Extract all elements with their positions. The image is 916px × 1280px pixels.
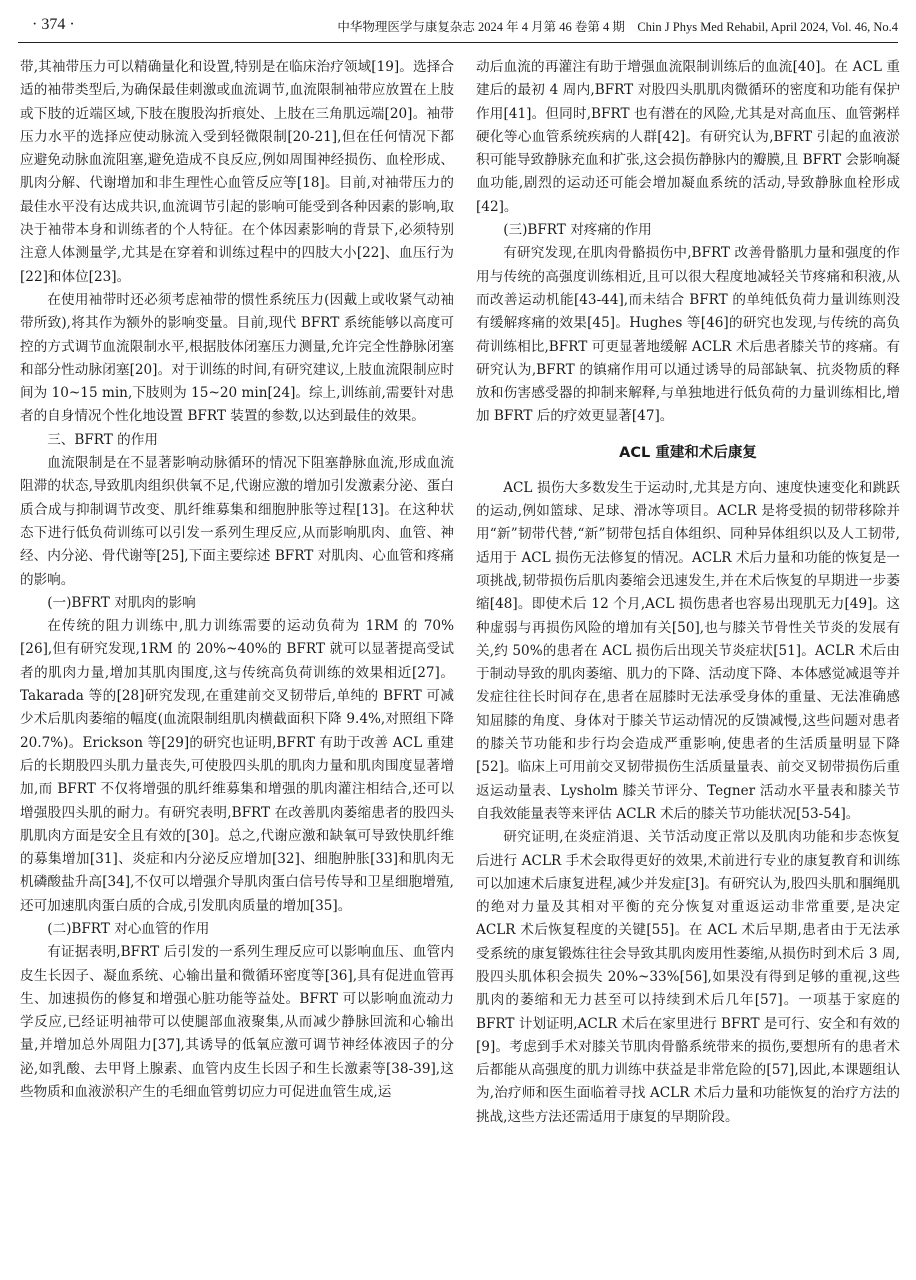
paragraph: 研究证明,在炎症消退、关节活动度正常以及肌肉功能和步态恢复后进行 ACLR 手术会取得更好的效果,术前进行专业的康复教育和训练可以加速术后康复进程,减少并发症[3]。有研究认为,股四头肌和腘绳肌的绝对力量及其相对平衡的充分恢复对重返运动非常重要,是决定 ACLR 术后恢复程度的关键[55]。在 ACL 术后早期,患者由于无法承受系统的康复锻炼往往会导致其肌肉废用性萎缩,从损伤时到术后 3 周,股四头肌体积会损失 20%~33%[56],如果没有得到足够的重视,这些肌肉的萎缩和无力甚至可以持续到术后几年[57]。一项基于家庭的 BFRT 计划证明,ACLR 术后在家里进行 BFRT 是可行、安全和有效的[9]。考虑到手术对膝关节肌肉骨骼系统带来的损伤,要想所有的患者术后都能从高强度的肌力训练中获益是非常危险的[57],因此,本课题组认为,治疗师和医生面临着寻找 ACLR 术后力量和功能恢复的治疗方法的挑战,这些方法还需适用于康复的早期阶段。 bbox=[476, 829, 900, 1125]
paragraph: 有研究发现,在肌肉骨骼损伤中,BFRT 改善骨骼肌力量和强度的作用与传统的高强度训练相近,且可以很大程度地减轻关节疼痛和积液,从而改善运动机能[43-44],而未结合 BFRT 的单纯低负荷力量训练则没有缓解疼痛的效果[45]。Hughes 等[46]的研究也发现,与传统的高负荷训练相比,BFRT 可更显著地缓解 ACLR 术后患者膝关节的疼痛。有研究认为,BFRT 的镇痛作用可以通过诱导的局部缺氧、抗炎物质的释放和伤害感受器的抑制来解释,与单独地进行低负荷的力量训练相比,增加 BFRT 后的疗效更显著[47]。 bbox=[476, 245, 900, 425]
paragraph: 有证据表明,BFRT 后引发的一系列生理反应可以影响血压、血管内皮生长因子、凝血系统、心输出量和微循环密度等[36],具有促进血管再生、加速损伤的修复和增强心脏功能等益处。BFRT 可以影响血流动力学反应,已经证明袖带可以使腿部血液聚集,从而减少静脉回流和心输出量,并增加总外周阻力[37],其诱导的低氧应激可调节神经体液因子的分泌,如乳酸、去甲肾上腺素、血管内皮生长因子和生长激素等[38-39],这些物质和血液淤积产生的毛细血管剪切应力可促进血管生成,运 bbox=[20, 944, 454, 1101]
paragraph-continued: 带,其袖带压力可以精确量化和设置,特别是在临床治疗领域[19]。选择合适的袖带类型后,为确保最佳刺激或血流调节,血流限制袖带应放置在上肢或下肢的近端区域,下肢在腹股沟折痕处、上肢在三角肌远端[20]。袖带压力水平的选择应使动脉流入受到轻微限制[20-21],但在任何情况下都应避免动脉血流阻塞,避免造成不良反应,例如周围神经损伤、血栓形成、肌肉分解、代谢增加和非生理性心血管反应等[18]。目前,对袖带压力的最佳水平没有达成共识,血流调节引起的影响可能受到各种因素的影响,取决于袖带本身和训练者的个人特征。在个体因素影响的背景下,必须特别注意人体测量学,尤其是在穿着和训练过程中的四肢大小[22]、血压行为[22]和体位[23]。 bbox=[20, 59, 454, 285]
paragraph-continued: 动后血流的再灌注有助于增强血流限制训练后的血流[40]。在 ACL 重建后的最初 4 周内,BFRT 对股四头肌肌肉微循环的密度和功能有保护作用[41]。但同时,BFRT 也有潜在的风险,尤其是对高血压、血管粥样硬化等心血管系统疾病的人群[42]。有研究认为,BFRT 引起的血液淤积可能导致静脉充血和扩张,这会损伤静脉内的瓣膜,且 BFRT 会影响凝血功能,剧烈的运动还可能会增加凝血系统的活动,导致静脉血栓形成[42]。 bbox=[476, 59, 900, 215]
right-column bbox=[476, 56, 900, 1271]
paragraph: ACL 损伤大多数发生于运动时,尤其是方向、速度快速变化和跳跃的运动,例如篮球、足球、滑冰等项目。ACLR 是将受损的韧带移除并用“新”韧带代替,“新”韧带包括自体组织、同种异体组织以及人工韧带,适用于 ACL 损伤无法修复的情况。ACLR 术后力量和功能的恢复是一项挑战,韧带损伤后肌肉萎缩会迅速发生,并在术后恢复的早期进一步萎缩[48]。即使术后 12 个月,ACL 损伤患者也容易出现肌无力[49]。这种虚弱与再损伤风险的增加有关[50],也与膝关节骨性关节炎的发展有关,约 50%的患者在 ACL 损伤后出现关节炎症状[51]。ACLR 术后由于制动导致的肌肉萎缩、肌力的下降、活动度下降、本体感觉减退等并发症往往长时间存在,患者在屈膝时无法承受身体的重量、无法准确感知屈膝的角度、身体对于膝关节运动情况的反馈减慢,这些问题对患者的膝关节功能和步行均会造成严重影响,使患者的生活质量明显下降[52]。临床上可用前交叉韧带损伤生活质量量表、前交叉韧带损伤后重返运动量表、Lysholm 膝关节评分、Tegner 活动水平量表和膝关节自我效能量表等来评估 ACLR 术后的膝关节功能状况[53-54]。 bbox=[476, 479, 900, 822]
subsection-heading: (二)BFRT 对心血管的作用 bbox=[47, 920, 210, 937]
section-title: ACL 重建和术后康复 bbox=[619, 444, 757, 461]
subsection-heading: (一)BFRT 对肌肉的影响 bbox=[47, 594, 196, 611]
subsection-heading: (三)BFRT 对疼痛的作用 bbox=[503, 222, 652, 239]
paragraph: 在使用袖带时还必须考虑袖带的惯性系统压力(因戴上或收紧气动袖带所致),将其作为额外的影响变量。目前,现代 BFRT 系统能够以高度可控的方式调节血流限制水平,根据肢体闭塞压力测量,允许完全性静脉闭塞和部分性动脉闭塞[20]。对于训练的时间,有研究建议,上肢血流限制应时间为 10~15 min,下肢则为 15~20 min[24]。综上,训练前,需要针对患者的自身情况个性化地设置 BFRT 装置的参数,以达到最佳的效果。 bbox=[20, 291, 454, 425]
left-column bbox=[20, 56, 454, 1271]
page-number: · 374 · bbox=[32, 16, 75, 33]
running-head bbox=[18, 8, 898, 43]
paragraph: 在传统的阻力训练中,肌力训练需要的运动负荷为 1RM 的 70%[26],但有研究发现,1RM 的 20%~40%的 BFRT 就可以显著提高受试者的肌肉力量,增加其肌肉围度,这与传统高负荷训练的效果相近[27]。Takarada 等的[28]研究发现,在重建前交叉韧带后,单纯的 BFRT 可减少术后肌肉萎缩的幅度(血流限制组肌肉横截面积下降 9.4%,对照组下降 20.7%)。Erickson 等[29]的研究也证明,BFRT 有助于改善 ACL 重建后的长期股四头肌力量丧失,可使股四头肌的肌肉力量和肌肉围度显著增加,而 BFRT 不仅将增强的肌纤维募集和增强的肌肉灌注相结合,还可以增强股四头肌的耐力。有研究表明,BFRT 在改善肌肉萎缩患者的股四头肌肌肉方面是安全且有效的[30]。总之,代谢应激和缺氧可导致快肌纤维的募集增加[31]、炎症和内分泌反应增加[32]、细胞肿胀[33]和肌肉无机磷酸盐升高[34],不仅可以增强介导肌肉蛋白信号传导和卫星细胞增殖,还可加速肌肉蛋白质的合成,引发肌肉质量的增加[35]。 bbox=[20, 618, 454, 914]
paragraph: 血流限制是在不显著影响动脉循环的情况下阻塞静脉血流,形成血流阻滞的状态,导致肌肉组织供氧不足,代谢应激的增加引发激素分泌、蛋白质合成与抑制调节改变、肌纤维募集和细胞肿胀等过程[13]。在这种状态下进行低负荷训练可以引发一系列生理反应,从而影响肌肉、血管、神经、内分泌、骨代谢等[25],下面主要综述 BFRT 对肌肉、心血管和疼痛的影响。 bbox=[20, 455, 454, 588]
section-heading: 三、BFRT 的作用 bbox=[47, 431, 158, 448]
journal-info: 中华物理医学与康复杂志 2024 年 4 月第 46 卷第 4 期 Chin J Phys Med Rehabil, April 2024, Vol. 46, No.4 bbox=[337, 20, 898, 34]
